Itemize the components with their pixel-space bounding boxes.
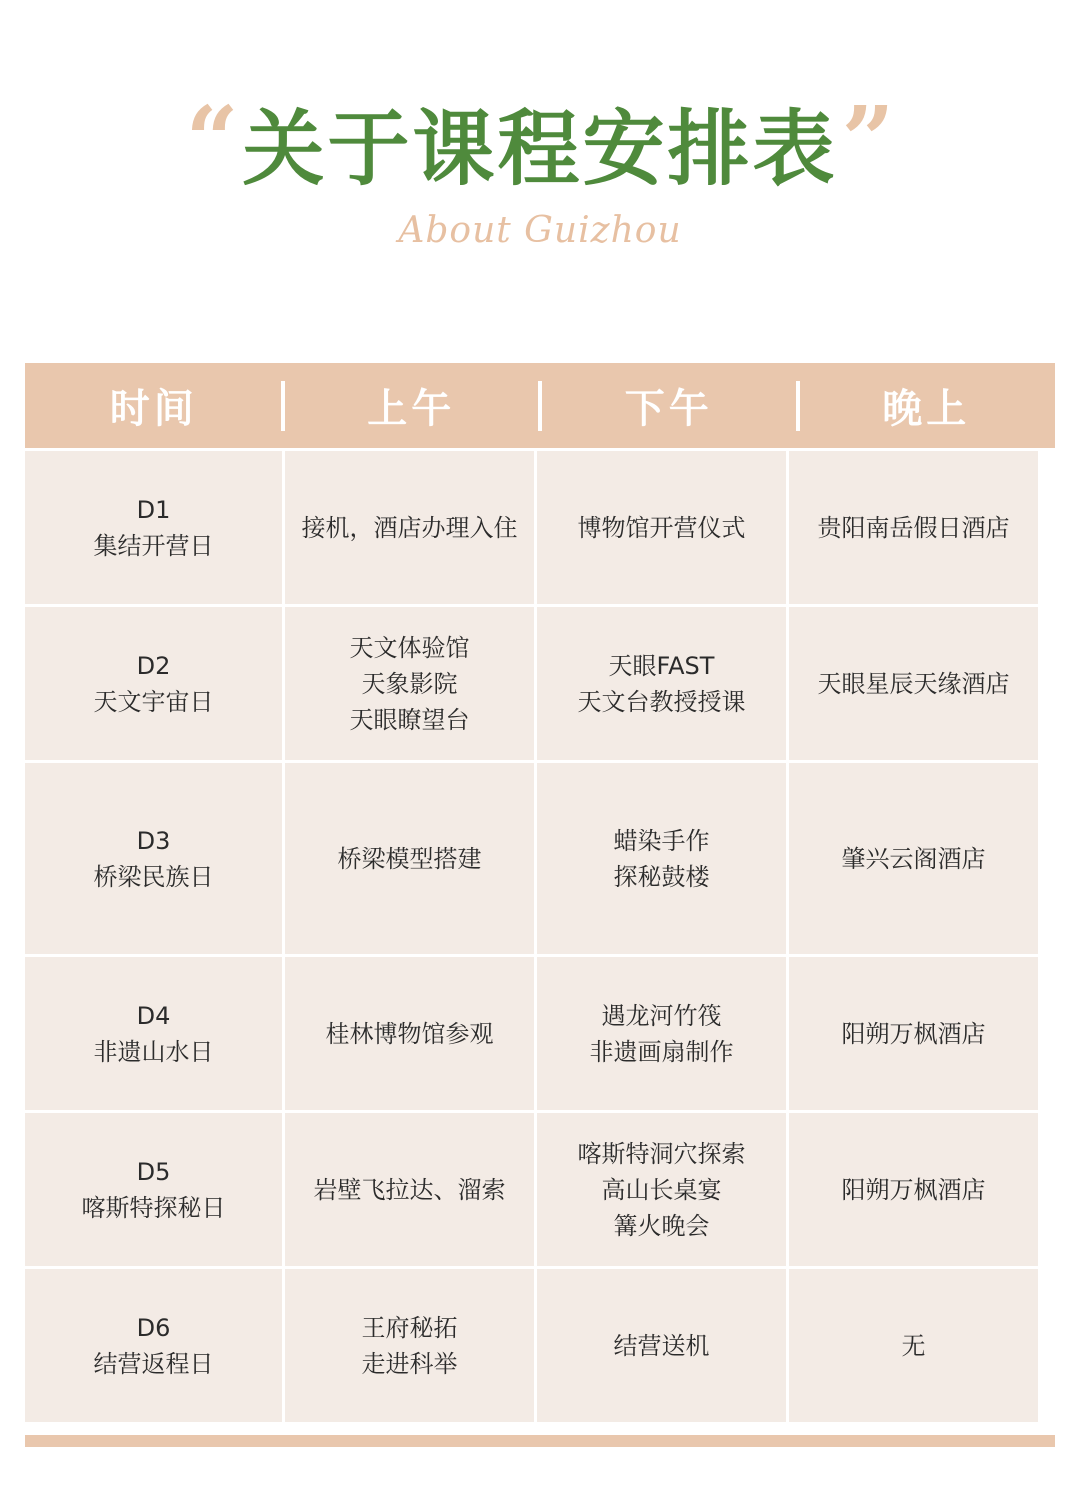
day-theme: 结营返程日 [93,1349,214,1378]
activity-text: 天眼瞭望台 [349,705,470,734]
table-row [25,1113,1055,1266]
open-quote-mark: “ [185,86,239,194]
activity-text: 结营送机 [613,1331,710,1360]
cell-time [25,1113,282,1266]
hotel-text: 阳朔万枫酒店 [841,1019,986,1048]
cell-morning [285,957,534,1110]
activity-text: 非遗画扇制作 [589,1037,734,1066]
close-quote-mark: ” [841,86,895,194]
cell-morning [285,1113,534,1266]
hotel-text: 贵阳南岳假日酒店 [817,513,1010,542]
cell-time [25,957,282,1110]
cell-evening [789,957,1038,1110]
day-code: D2 [136,651,171,680]
header-morning-label: 上午 [367,386,456,432]
hotel-text: 天眼星辰天缘酒店 [817,669,1010,698]
page-title [0,86,1080,200]
cell-afternoon [537,763,786,954]
hotel-text: 无 [901,1331,926,1360]
table-row [25,957,1055,1110]
cell-afternoon [537,607,786,760]
cell-evening [789,607,1038,760]
header-evening-label: 晚上 [882,386,971,432]
cell-time [25,607,282,760]
table-header [25,363,1055,448]
cell-morning [285,607,534,760]
table-row [25,763,1055,954]
activity-text: 接机，酒店办理入住 [301,513,518,542]
cell-morning [285,763,534,954]
day-code: D3 [136,826,171,855]
day-theme: 天文宇宙日 [93,687,214,716]
cell-evening [789,763,1038,954]
cell-evening [789,1269,1038,1422]
activity-text: 篝火晚会 [613,1211,710,1240]
cell-evening [789,451,1038,604]
table-row [25,451,1055,604]
header-morning [283,363,541,448]
activity-text: 走进科举 [361,1349,458,1378]
cell-afternoon [537,1269,786,1422]
title-text: 关于课程安排表 [242,102,838,197]
day-code: D6 [136,1313,171,1342]
activity-text: 天文体验馆 [349,633,470,662]
day-theme: 桥梁民族日 [93,862,214,891]
activity-text: 高山长桌宴 [601,1175,722,1204]
activity-text: 博物馆开营仪式 [577,513,746,542]
day-theme: 集结开营日 [93,531,214,560]
day-code: D4 [136,1001,171,1030]
activity-text: 探秘鼓楼 [613,862,710,891]
hotel-text: 阳朔万枫酒店 [841,1175,986,1204]
header-time [25,363,283,448]
cell-time [25,451,282,604]
schedule-table [25,363,1055,1422]
header-afternoon-label: 下午 [624,386,713,432]
activity-text: 桥梁模型搭建 [337,844,482,873]
day-theme: 喀斯特探秘日 [81,1193,226,1222]
table-row [25,1269,1055,1422]
activity-text: 喀斯特洞穴探索 [577,1139,746,1168]
cell-afternoon [537,451,786,604]
cell-morning [285,1269,534,1422]
subtitle-script: About Guizhou [398,210,682,251]
cell-afternoon [537,957,786,1110]
cell-morning [285,451,534,604]
activity-text: 遇龙河竹筏 [601,1001,722,1030]
cell-afternoon [537,1113,786,1266]
header-evening [798,363,1056,448]
hotel-text: 肇兴云阁酒店 [841,844,986,873]
table-body [25,451,1055,1422]
cell-time [25,1269,282,1422]
header-time-label: 时间 [109,386,198,432]
header-afternoon [540,363,798,448]
activity-text: 王府秘拓 [361,1313,458,1342]
activity-text: 天眼FAST [608,651,715,680]
activity-text: 天象影院 [361,669,458,698]
cell-evening [789,1113,1038,1266]
day-code: D5 [136,1157,171,1186]
day-theme: 非遗山水日 [93,1037,214,1066]
activity-text: 桂林博物馆参观 [325,1019,494,1048]
activity-text: 蜡染手作 [613,826,710,855]
table-bottom-bar [25,1435,1055,1447]
day-code: D1 [136,495,171,524]
activity-text: 天文台教授授课 [577,687,746,716]
cell-time [25,763,282,954]
table-row [25,607,1055,760]
activity-text: 岩壁飞拉达、溜索 [313,1175,506,1204]
